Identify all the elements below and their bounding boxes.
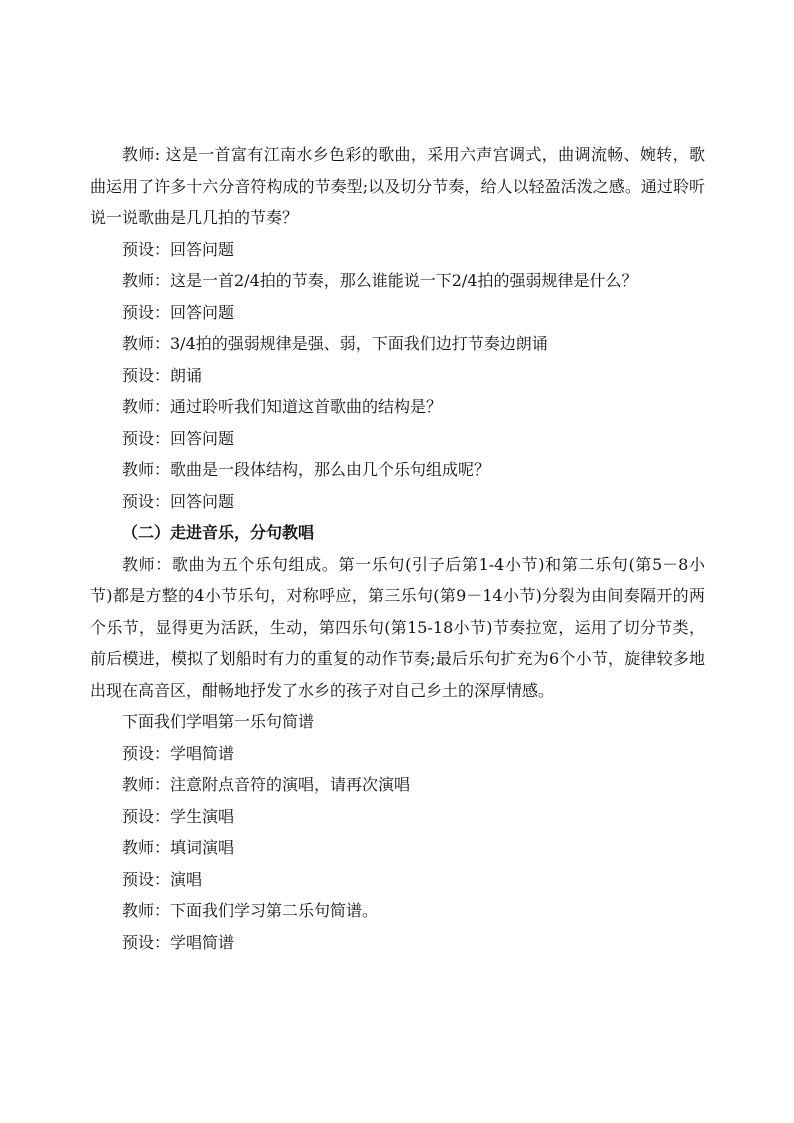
document-body	[90, 139, 705, 958]
paragraph-teacher-second-phrase: 教师：下面我们学习第二乐句简谱。	[122, 901, 379, 920]
paragraph-teacher-intro: 教师: 这是一首富有江南水乡色彩的歌曲，采用六声宫调式，曲调流畅、婉转，歌曲运用了许多十六分音符构成的节奏型;以及切分节奏，给人以轻盈活泼之感。通过聆听说一说歌曲是几几拍的节奏？	[90, 145, 705, 227]
paragraph-teacher-phrase-analysis: 教师：歌曲为五个乐句组成。第一乐句(引子后第1-4小节)和第二乐句(第5－8小节)都是方整的4小节乐句，对称呼应，第三乐句(第9－14小节)分裂为由间奏隔开的两个乐节，显得更为活跃，生动，第四乐句(第15-18小节)节奏拉宽，运用了切分节类，前后模进，模拟了划船时有力的重复的动作节奏;最后乐句扩充为6个小节，旋律较多地出现在高音区，酣畅地抒发了水乡的孩子对自己乡土的深厚情感。	[90, 554, 705, 700]
paragraph-preset-answer: 预设：回答问题	[122, 302, 235, 322]
paragraph-learn-first-phrase: 下面我们学唱第一乐句简谱	[122, 712, 315, 731]
paragraph-preset-sing: 预设：演唱	[122, 869, 203, 889]
paragraph-preset-recite: 预设：朗诵	[122, 365, 203, 385]
paragraph-preset-learn: 预设：学唱简谱	[122, 932, 235, 952]
paragraph-teacher-rhythm-recite: 教师：3/4拍的强弱规律是强、弱，下面我们边打节奏边朗诵	[122, 334, 548, 353]
paragraph-teacher-structure-question: 教师：通过聆听我们知道这首歌曲的结构是？	[122, 397, 443, 416]
paragraph-preset-student-sing: 预设：学生演唱	[122, 806, 235, 826]
paragraph-preset-answer: 预设：回答问题	[122, 428, 235, 448]
section-heading: （二）走进音乐，分句教唱	[122, 523, 315, 542]
paragraph-teacher-phrases-question: 教师：歌曲是一段体结构，那么由几个乐句组成呢？	[122, 460, 491, 479]
paragraph-teacher-beat-question: 教师：这是一首2/4拍的节奏，那么谁能说一下2/4拍的强弱规律是什么？	[122, 271, 638, 290]
paragraph-preset-answer: 预设：回答问题	[122, 491, 235, 511]
paragraph-teacher-dotted-notes: 教师：注意附点音符的演唱，请再次演唱	[122, 775, 411, 794]
paragraph-teacher-lyrics-sing: 教师：填词演唱	[122, 838, 235, 857]
paragraph-preset-answer: 预设：回答问题	[122, 239, 235, 259]
paragraph-preset-learn: 预设：学唱简谱	[122, 743, 235, 763]
